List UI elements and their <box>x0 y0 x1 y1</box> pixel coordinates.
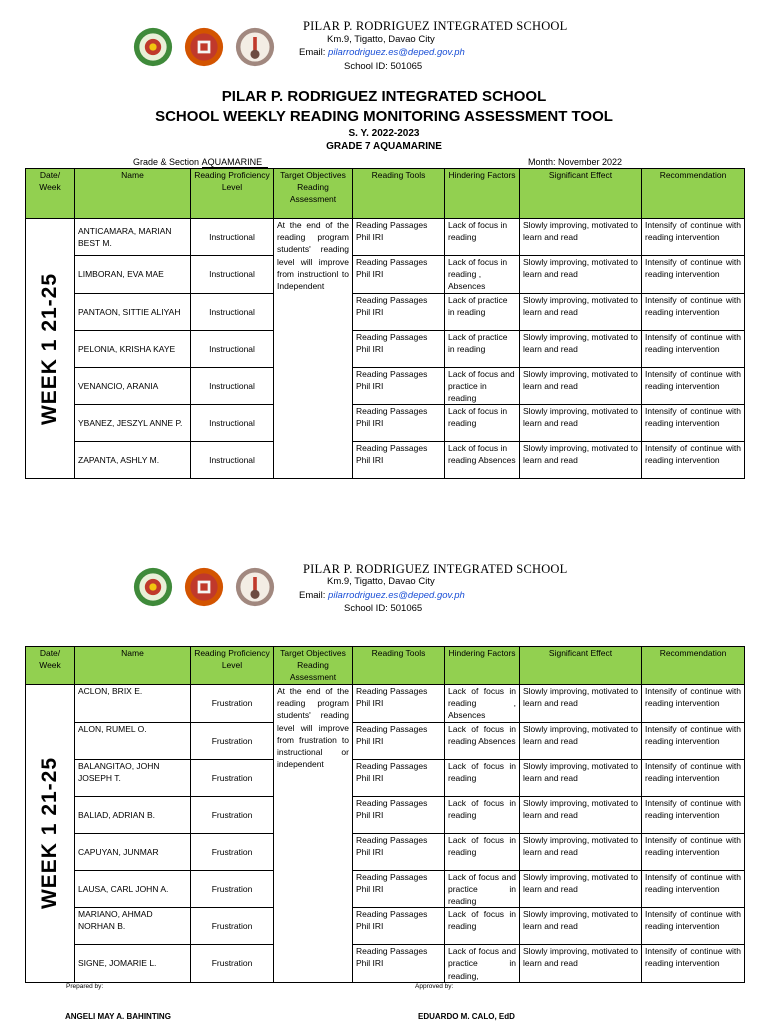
reading-tools: Reading Passages Phil IRI <box>353 796 445 833</box>
student-name: SIGNE, JOMARIE L. <box>75 945 191 983</box>
week-label: WEEK 1 21-25 <box>37 757 61 910</box>
email-link[interactable]: pilarrodriguez.es@deped.gov.ph <box>328 47 465 58</box>
grade-section <box>133 157 268 168</box>
student-name: CAPUYAN, JUNMAR <box>75 833 191 870</box>
proficiency-level: Frustration <box>191 759 274 796</box>
student-name: VENANCIO, ARANIA <box>75 367 191 405</box>
recommendation: Intensify of continue with reading intervention <box>642 442 745 479</box>
hindering-factors: Lack of focus in reading Absences <box>445 722 520 759</box>
reading-monitoring-table-1 <box>25 168 745 479</box>
significant-effect: Slowly improving, motivated to learn and read <box>520 722 642 759</box>
hindering-factors: Lack of focus in reading <box>445 833 520 870</box>
deped-seal-icon <box>133 567 173 607</box>
letterhead-school-name: PILAR P. RODRIGUEZ INTEGRATED SCHOOL <box>303 19 568 33</box>
recommendation: Intensify of continue with reading intervention <box>642 405 745 442</box>
header-level: Reading Proficiency Level <box>191 169 274 219</box>
hindering-factors: Lack of practice in reading <box>445 330 520 367</box>
hindering-factors: Lack of practice in reading <box>445 293 520 330</box>
hindering-factors: Lack of focus and practice in reading, <box>445 945 520 983</box>
recommendation: Intensify of continue with reading intervention <box>642 685 745 723</box>
table-row <box>26 442 745 479</box>
significant-effect: Slowly improving, motivated to learn and read <box>520 685 642 723</box>
student-name: LAUSA, CARL JOHN A. <box>75 870 191 908</box>
student-name: PANTAON, SITTIE ALIYAH <box>75 293 191 330</box>
hindering-factors: Lack of focus in reading <box>445 405 520 442</box>
student-name: BALIAD, ADRIAN B. <box>75 796 191 833</box>
reading-tools: Reading Passages Phil IRI <box>353 945 445 983</box>
school-seal-icon <box>235 27 275 67</box>
reading-tools: Reading Passages Phil IRI <box>353 759 445 796</box>
significant-effect: Slowly improving, motivated to learn and read <box>520 293 642 330</box>
reading-tools: Reading Passages Phil IRI <box>353 442 445 479</box>
hindering-factors: Lack of focus in reading , Absences <box>445 256 520 294</box>
header-objectives: Target Objectives Reading Assessment <box>274 647 353 685</box>
grade-section-label: Grade & Section <box>133 157 200 167</box>
proficiency-level: Frustration <box>191 833 274 870</box>
header-tools: Reading Tools <box>353 169 445 219</box>
table-row <box>26 219 745 256</box>
proficiency-level: Instructional <box>191 219 274 256</box>
significant-effect: Slowly improving, motivated to learn and read <box>520 759 642 796</box>
approved-by-name: EDUARDO M. CALO, EdD <box>418 1012 515 1021</box>
letterhead-address: Km.9, Tigatto, Davao City <box>327 34 435 45</box>
hindering-factors: Lack of focus in reading <box>445 796 520 833</box>
email-link[interactable]: pilarrodriguez.es@deped.gov.ph <box>328 590 465 601</box>
recommendation: Intensify of continue with reading intervention <box>642 367 745 405</box>
target-objective: At the end of the reading program students' reading level will improve from frustration to instructional or independent <box>274 685 353 983</box>
table-row <box>26 908 745 945</box>
letterhead-school-id: School ID: 501065 <box>344 603 423 614</box>
month: Month: November 2022 <box>528 157 623 167</box>
week-cell <box>26 219 75 479</box>
hindering-factors: Lack of focus in reading <box>445 219 520 256</box>
student-name: ANTICAMARA, MARIAN BEST M. <box>75 219 191 256</box>
significant-effect: Slowly improving, motivated to learn and read <box>520 330 642 367</box>
recommendation: Intensify of continue with reading intervention <box>642 833 745 870</box>
table-row <box>26 759 745 796</box>
reading-tools: Reading Passages Phil IRI <box>353 833 445 870</box>
reading-tools: Reading Passages Phil IRI <box>353 293 445 330</box>
proficiency-level: Instructional <box>191 405 274 442</box>
prepared-by-label: Prepared by: <box>66 983 104 990</box>
proficiency-level: Instructional <box>191 256 274 294</box>
table-row <box>26 722 745 759</box>
reading-tools: Reading Passages Phil IRI <box>353 219 445 256</box>
recommendation: Intensify of continue with reading intervention <box>642 256 745 294</box>
student-name: ZAPANTA, ASHLY M. <box>75 442 191 479</box>
reading-tools: Reading Passages Phil IRI <box>353 405 445 442</box>
table-row <box>26 685 745 723</box>
header-tools: Reading Tools <box>353 647 445 685</box>
table-header-row <box>26 647 745 685</box>
student-name: ALON, RUMEL O. <box>75 722 191 759</box>
recommendation: Intensify of continue with reading intervention <box>642 293 745 330</box>
table-row <box>26 330 745 367</box>
header-factors: Hindering Factors <box>445 169 520 219</box>
header-level: Reading Proficiency Level <box>191 647 274 685</box>
recommendation: Intensify of continue with reading intervention <box>642 796 745 833</box>
header-recommendation: Recommendation <box>642 169 745 219</box>
header-effect: Significant Effect <box>520 647 642 685</box>
table-row <box>26 870 745 908</box>
division-seal-icon <box>184 567 224 607</box>
week-label: WEEK 1 21-25 <box>37 272 61 425</box>
significant-effect: Slowly improving, motivated to learn and read <box>520 945 642 983</box>
significant-effect: Slowly improving, motivated to learn and read <box>520 833 642 870</box>
significant-effect: Slowly improving, motivated to learn and read <box>520 219 642 256</box>
reading-tools: Reading Passages Phil IRI <box>353 722 445 759</box>
significant-effect: Slowly improving, motivated to learn and read <box>520 870 642 908</box>
header-effect: Significant Effect <box>520 169 642 219</box>
recommendation: Intensify of continue with reading intervention <box>642 870 745 908</box>
letterhead-email-row <box>299 590 465 601</box>
reading-monitoring-table-2 <box>25 646 745 983</box>
significant-effect: Slowly improving, motivated to learn and read <box>520 256 642 294</box>
significant-effect: Slowly improving, motivated to learn and read <box>520 796 642 833</box>
grade-section-value: AQUAMARINE <box>202 157 268 168</box>
table-row <box>26 293 745 330</box>
student-name: PELONIA, KRISHA KAYE <box>75 330 191 367</box>
division-seal-icon <box>184 27 224 67</box>
proficiency-level: Instructional <box>191 367 274 405</box>
letterhead-email-row <box>299 47 465 58</box>
header-date-week: Date/ Week <box>26 647 75 685</box>
proficiency-level: Frustration <box>191 870 274 908</box>
significant-effect: Slowly improving, motivated to learn and read <box>520 405 642 442</box>
significant-effect: Slowly improving, motivated to learn and read <box>520 442 642 479</box>
hindering-factors: Lack of focus in reading Absences <box>445 442 520 479</box>
page-title-school: PILAR P. RODRIGUEZ INTEGRATED SCHOOL <box>221 88 547 105</box>
recommendation: Intensify of continue with reading intervention <box>642 219 745 256</box>
recommendation: Intensify of continue with reading intervention <box>642 330 745 367</box>
student-name: ACLON, BRIX E. <box>75 685 191 723</box>
header-recommendation: Recommendation <box>642 647 745 685</box>
letterhead-school-name: PILAR P. RODRIGUEZ INTEGRATED SCHOOL <box>303 562 568 576</box>
student-name: MARIANO, AHMAD NORHAN B. <box>75 908 191 945</box>
email-label: Email: <box>299 590 326 601</box>
table-row <box>26 367 745 405</box>
significant-effect: Slowly improving, motivated to learn and read <box>520 367 642 405</box>
hindering-factors: Lack of focus in reading <box>445 759 520 796</box>
school-year: S. Y. 2022-2023 <box>348 128 420 139</box>
letterhead-address: Km.9, Tigatto, Davao City <box>327 576 435 587</box>
header-objectives: Target Objectives Reading Assessment <box>274 169 353 219</box>
recommendation: Intensify of continue with reading intervention <box>642 908 745 945</box>
approved-by-label: Approved by: <box>415 983 454 990</box>
reading-tools: Reading Passages Phil IRI <box>353 870 445 908</box>
reading-tools: Reading Passages Phil IRI <box>353 367 445 405</box>
table-header-row <box>26 169 745 219</box>
header-name: Name <box>75 169 191 219</box>
student-name: YBANEZ, JESZYL ANNE P. <box>75 405 191 442</box>
significant-effect: Slowly improving, motivated to learn and read <box>520 908 642 945</box>
email-label: Email: <box>299 47 326 58</box>
table-row <box>26 256 745 294</box>
table-row <box>26 405 745 442</box>
reading-tools: Reading Passages Phil IRI <box>353 685 445 723</box>
proficiency-level: Frustration <box>191 908 274 945</box>
table-row <box>26 833 745 870</box>
page-title-tool: SCHOOL WEEKLY READING MONITORING ASSESSMENT TOOL <box>155 108 613 125</box>
recommendation: Intensify of continue with reading intervention <box>642 759 745 796</box>
school-seal-icon <box>235 567 275 607</box>
reading-tools: Reading Passages Phil IRI <box>353 256 445 294</box>
target-objective: At the end of the reading program students' reading level will improve from instructionl to Independent <box>274 219 353 479</box>
header-name: Name <box>75 647 191 685</box>
reading-tools: Reading Passages Phil IRI <box>353 330 445 367</box>
header-factors: Hindering Factors <box>445 647 520 685</box>
proficiency-level: Frustration <box>191 722 274 759</box>
reading-tools: Reading Passages Phil IRI <box>353 908 445 945</box>
prepared-by-name: ANGELI MAY A. BAHINTING <box>65 1012 171 1021</box>
hindering-factors: Lack of focus and practice in reading <box>445 870 520 908</box>
week-cell <box>26 685 75 983</box>
letterhead-school-id: School ID: 501065 <box>344 61 423 72</box>
hindering-factors: Lack of focus and practice in reading <box>445 367 520 405</box>
proficiency-level: Frustration <box>191 685 274 723</box>
deped-seal-icon <box>133 27 173 67</box>
proficiency-level: Instructional <box>191 442 274 479</box>
recommendation: Intensify of continue with reading intervention <box>642 945 745 983</box>
hindering-factors: Lack of focus in reading , Absences <box>445 685 520 723</box>
proficiency-level: Instructional <box>191 330 274 367</box>
header-date-week: Date/ Week <box>26 169 75 219</box>
student-name: LIMBORAN, EVA MAE <box>75 256 191 294</box>
proficiency-level: Instructional <box>191 293 274 330</box>
table-row <box>26 945 745 983</box>
proficiency-level: Frustration <box>191 796 274 833</box>
recommendation: Intensify of continue with reading intervention <box>642 722 745 759</box>
grade-title: GRADE 7 AQUAMARINE <box>326 141 442 152</box>
proficiency-level: Frustration <box>191 945 274 983</box>
table-row <box>26 796 745 833</box>
student-name: BALANGITAO, JOHN JOSEPH T. <box>75 759 191 796</box>
hindering-factors: Lack of focus in reading <box>445 908 520 945</box>
